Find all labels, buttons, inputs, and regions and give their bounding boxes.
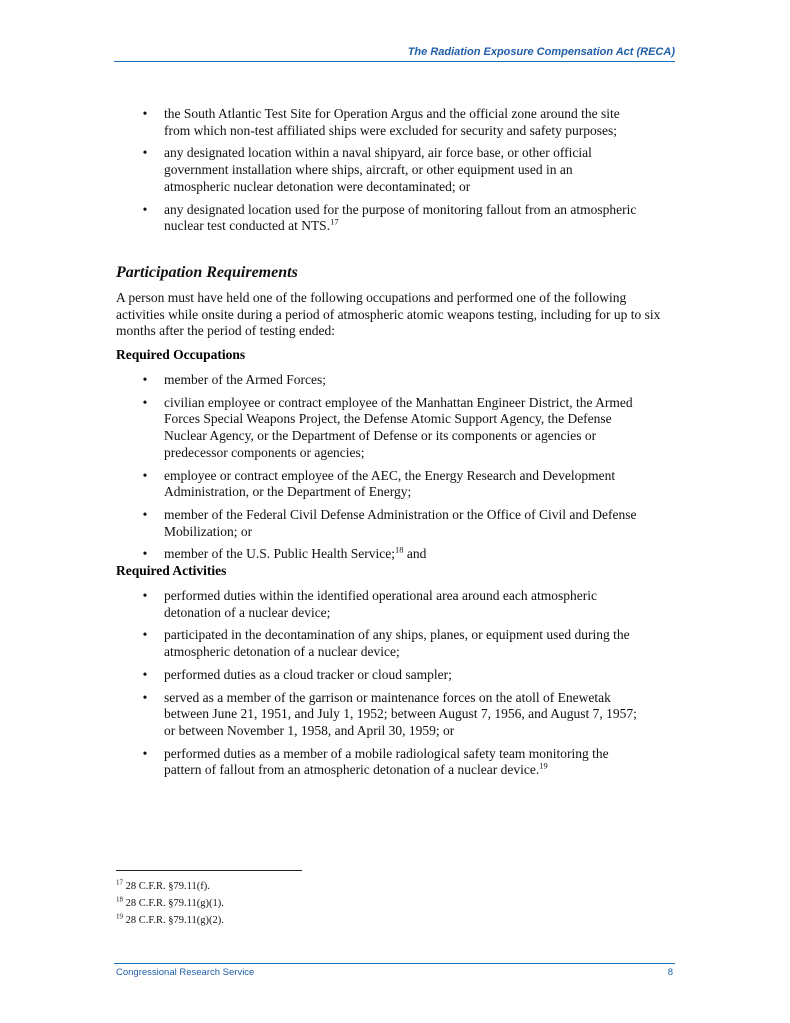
list-item-text: the South Atlantic Test Site for Operation Argus and the official zone around the site from which non-test affiliated ships were excluded for security and safety purposes; xyxy=(164,106,620,138)
bullet-icon: • xyxy=(142,546,148,562)
occupations-list xyxy=(138,372,638,569)
bullet-icon: • xyxy=(142,372,148,387)
list-item-text: performed duties within the identified operational area around each atmospheric detonation of a nuclear device; xyxy=(164,588,597,620)
list-item xyxy=(138,468,638,501)
bullet-icon: • xyxy=(142,627,148,643)
footnote-ref[interactable]: 17 xyxy=(330,216,339,227)
list-item xyxy=(138,202,638,235)
footnote-ref[interactable]: 19 xyxy=(539,760,548,771)
bullet-icon: • xyxy=(142,666,148,682)
list-item-text: served as a member of the garrison or maintenance forces on the atoll of Enewetak between June 21, 1951, and July 1, 1952; between August 7, 1956, and August 7, 1957; or between November 1, 1958, and April 30, 1959; or xyxy=(164,689,637,738)
list-item-suffix: and xyxy=(403,546,427,562)
footnote xyxy=(116,878,516,895)
list-item xyxy=(138,395,638,462)
page-number: 8 xyxy=(667,967,673,978)
footnote-number: 18 xyxy=(116,895,123,904)
footnote-divider xyxy=(116,870,302,871)
bullet-icon: • xyxy=(142,106,148,121)
activities-heading: Required Activities xyxy=(116,563,227,578)
footnote xyxy=(116,895,516,912)
header-title: The Radiation Exposure Compensation Act (RECA) xyxy=(407,46,675,58)
list-item-text: civilian employee or contract employee of the Manhattan Engineer District, the Armed Forces Special Weapons Project, the Defense Atomic Support Agency, the Defense Nuclear Agency, or the Department of Defense or its components or agencies or predecessor components or agencies; xyxy=(164,394,633,460)
footnote-text: 28 C.F.R. §79.11(f). xyxy=(125,881,210,892)
list-item xyxy=(138,667,638,684)
bullet-icon: • xyxy=(142,467,148,483)
running-footer xyxy=(114,963,675,979)
footnote-text: 28 C.F.R. §79.11(g)(1). xyxy=(125,898,224,909)
bullet-icon: • xyxy=(142,689,148,705)
activities-list xyxy=(138,588,638,785)
list-item xyxy=(138,507,638,540)
footnote xyxy=(116,912,516,929)
list-item-text: member of the Armed Forces; xyxy=(164,372,326,387)
list-item-text: member of the Federal Civil Defense Administration or the Office of Civil and Defense Mobilization; or xyxy=(164,506,637,539)
bullet-icon: • xyxy=(142,394,148,410)
footer-source: Congressional Research Service xyxy=(116,967,255,978)
footnote-number: 17 xyxy=(116,878,123,887)
list-item xyxy=(138,106,638,139)
list-item-text: any designated location used for the purpose of monitoring fallout from an atmospheric nuclear test conducted at NTS. xyxy=(164,201,637,234)
bullet-icon: • xyxy=(142,588,148,603)
list-item-text: participated in the decontamination of any ships, planes, or equipment used during the atmospheric detonation of a nuclear device; xyxy=(164,627,630,660)
list-item xyxy=(138,546,638,563)
list-item-text: performed duties as a cloud tracker or cloud sampler; xyxy=(164,666,452,682)
bullet-icon: • xyxy=(142,745,148,761)
footnote-ref[interactable]: 18 xyxy=(394,544,404,555)
list-item xyxy=(138,372,638,389)
list-item-text: performed duties as a member of a mobile radiological safety team monitoring the pattern of fallout from an atmospheric detonation of a nuclear device. xyxy=(164,745,609,778)
list-item xyxy=(138,627,638,660)
list-item xyxy=(138,145,638,195)
occupations-heading: Required Occupations xyxy=(116,347,246,362)
list-item xyxy=(138,588,638,621)
section-heading: Participation Requirements xyxy=(116,264,298,281)
running-header xyxy=(114,45,675,62)
footnote-text: 28 C.F.R. §79.11(g)(2). xyxy=(125,915,224,926)
bullet-icon: • xyxy=(142,145,148,161)
bullet-icon: • xyxy=(142,506,148,522)
list-item xyxy=(138,746,638,779)
bullet-icon: • xyxy=(142,201,148,217)
location-list xyxy=(138,106,638,241)
footnote-number: 19 xyxy=(116,912,123,921)
list-item-text: any designated location within a naval shipyard, air force base, or other official government installation where ships, aircraft, or other equipment used in an atmospheric nuclear detonation were decontaminated; or xyxy=(164,145,592,194)
footnotes xyxy=(116,878,516,929)
list-item xyxy=(138,690,638,740)
intro-paragraph: A person must have held one of the following occupations and performed one of the following activities while onsite during a period of atmospheric atomic weapons testing, including for up to six months after the period of testing ended: xyxy=(116,290,661,339)
list-item-text: employee or contract employee of the AEC, the Energy Research and Development Administration, or the Department of Energy; xyxy=(164,467,616,500)
list-item-text: member of the U.S. Public Health Service; xyxy=(164,546,395,562)
